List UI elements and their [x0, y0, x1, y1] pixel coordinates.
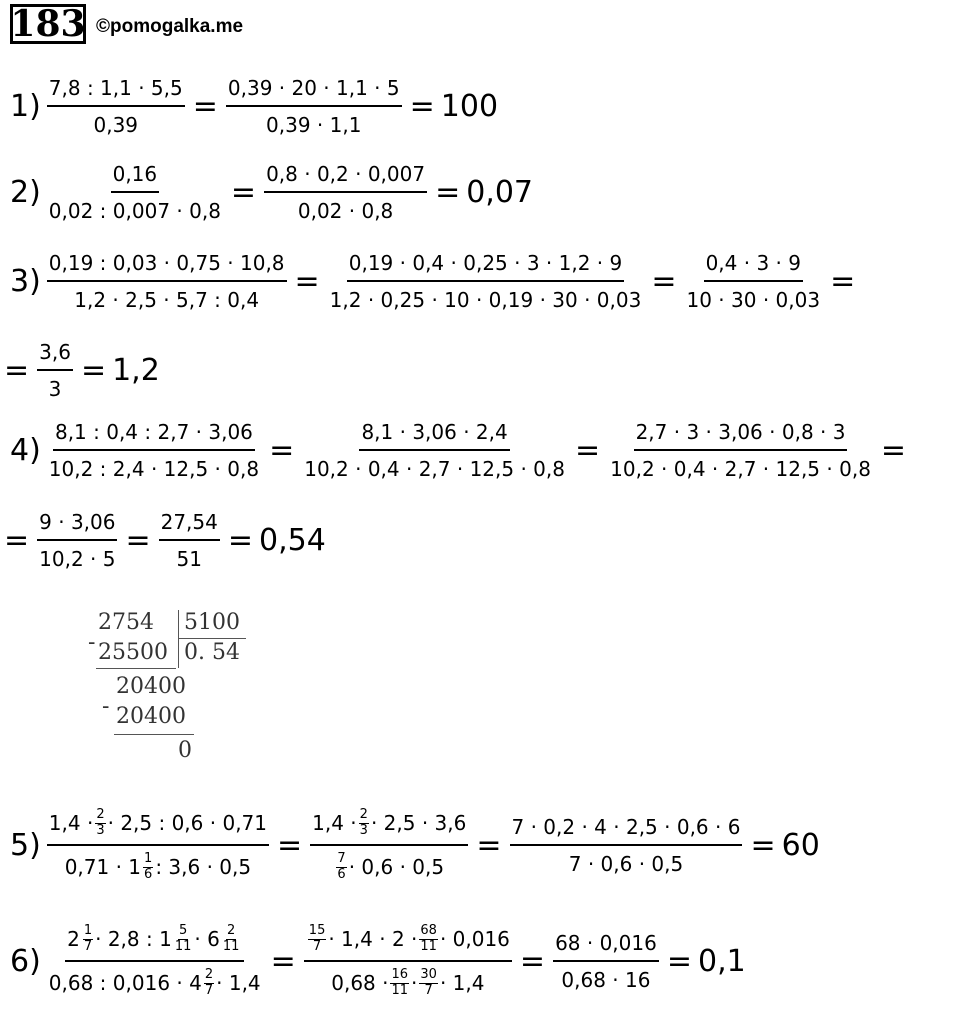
small-fraction: 30 7	[420, 966, 437, 998]
equals-sign: =	[575, 433, 601, 468]
quotient: 0. 54	[184, 640, 240, 665]
fraction: $\frac{9 \cdot 3,06}{10,2 \cdot 5}$	[39, 510, 116, 571]
fraction: $\frac{0,19 : 0,03 \cdot 0,75 \cdot 10,8}{1,2 \cdot 2,5 \cdot 5,7 : 0,4}$	[48, 251, 285, 312]
subtraction-line	[96, 668, 176, 669]
small-fraction: 2 3	[359, 807, 368, 838]
small-fraction: 15 7	[308, 923, 326, 954]
fraction: $\frac{0,4 \cdot 3 \cdot 9}{10 \cdot 30 \cdot 0,03}$	[686, 251, 821, 312]
small-fraction: 1 6	[144, 850, 153, 882]
minus-sign: -	[88, 630, 96, 655]
problem-label: 4)	[10, 433, 41, 468]
equals-sign: =	[880, 433, 907, 468]
remainder: 0	[178, 738, 192, 763]
small-fraction: 2 11	[222, 923, 240, 954]
long-division	[86, 608, 266, 768]
problem-label: 2)	[10, 175, 41, 210]
problem-1	[10, 76, 498, 137]
problem-4	[10, 420, 912, 481]
equals-sign: =	[227, 523, 254, 558]
problem-label: 5)	[10, 827, 41, 863]
fraction: $\frac{68 \cdot 0,016}{0,68 \cdot 16}$	[555, 930, 657, 992]
task-number-box	[10, 4, 86, 44]
fraction: $\frac{0,19 \cdot 0,4 \cdot 0,25 \cdot 3 \cdot 1,2 \cdot 9}{1,2 \cdot 0,25 \cdot 10 \cdot 0,19 \cdot 30 \cdot 0,03}$	[329, 251, 642, 312]
problem-3	[10, 251, 861, 312]
equals-sign: =	[435, 175, 461, 210]
equals-sign: =	[270, 943, 296, 979]
small-fraction: 16 11	[391, 966, 409, 998]
fraction: 1,4 · 2 3 · 2,5 : 0,6 · 0,71 0,71 · 1 1 6 : 3,6 · 0,5	[48, 807, 267, 882]
problem-3-continued	[4, 340, 160, 401]
minus-sign: -	[102, 694, 110, 719]
small-fraction: 68 11	[420, 923, 437, 954]
fraction: $\frac{8,1 : 0,4 : 2,7 \cdot 3,06}{10,2 : 2,4 \cdot 12,5 \cdot 0,8}$	[48, 420, 260, 481]
subtraction-line	[114, 734, 194, 735]
fraction: $\frac{0,16}{0,02 : 0,007 \cdot 0,8}$	[48, 162, 221, 223]
subtrahend: 20400	[116, 704, 186, 729]
equals-sign: =	[409, 89, 435, 124]
division-bar-horizontal	[178, 638, 246, 639]
small-fraction: 7 6	[337, 850, 346, 882]
fraction: $\frac{0,39 \cdot 20 \cdot 1,1 \cdot 5}{0,39 \cdot 1,1}$	[227, 76, 400, 137]
equals-sign: =	[4, 353, 30, 388]
small-fraction: 2 7	[204, 966, 214, 998]
equals-sign: =	[830, 264, 856, 299]
small-fraction: 5 11	[174, 923, 192, 954]
dividend: 2754	[98, 610, 154, 635]
fraction: $\frac{7 \cdot 0,2 \cdot 4 \cdot 2,5 \cdot 0,6 \cdot 6}{7 \cdot 0,6 \cdot 0,5}$	[511, 814, 741, 876]
watermark: ©pomogalka.me	[96, 16, 244, 37]
problem-5	[10, 808, 820, 883]
division-bar-vertical	[178, 610, 179, 668]
result: 0,54	[259, 523, 326, 558]
equals-sign: =	[294, 264, 320, 299]
divisor: 5100	[184, 610, 240, 635]
small-fraction: 2 3	[96, 807, 105, 838]
problem-2	[10, 162, 533, 223]
equals-sign: =	[277, 827, 303, 863]
equals-sign: =	[269, 433, 295, 468]
fraction: $\frac{3,6}{3}$	[39, 340, 71, 401]
equals-sign: =	[750, 827, 776, 863]
problem-label: 3)	[10, 264, 41, 299]
equals-sign: =	[125, 523, 151, 558]
task-number: 183	[10, 3, 86, 45]
equals-sign: =	[4, 523, 30, 558]
fraction: $\frac{2,7 \cdot 3 \cdot 3,06 \cdot 0,8 \cdot 3}{10,2 \cdot 0,4 \cdot 2,7 \cdot 12,5 \cdot 0,8}$	[610, 420, 871, 481]
equals-sign: =	[666, 943, 692, 979]
equals-sign: =	[476, 827, 502, 863]
problem-6	[10, 924, 746, 999]
remainder: 20400	[116, 674, 186, 699]
equals-sign: =	[651, 264, 677, 299]
fraction: 15 7 · 1,4 · 2 · 68 11 · 0,016 0,68 · 16 11 · 30 7 · 1,4	[304, 924, 512, 999]
fraction: $\frac{27,54}{51}$	[160, 510, 218, 571]
problem-4-continued	[4, 510, 326, 571]
fraction: 1,4 · 2 3 · 2,5 · 3,6 7 6 · 0,6 · 0,5	[312, 807, 467, 882]
subtrahend: 25500	[98, 640, 168, 665]
fraction: $\frac{0,8 \cdot 0,2 \cdot 0,007}{0,02 \cdot 0,8}$	[266, 162, 426, 223]
problem-label: 1)	[10, 89, 41, 124]
equals-sign: =	[192, 89, 218, 124]
fraction: $\frac{7,8 : 1,1 \cdot 5,5}{0,39}$	[48, 76, 183, 137]
result: 0,07	[466, 175, 534, 210]
small-fraction: 1 7	[83, 923, 93, 954]
fraction: 2 1 7 · 2,8 : 1 5 11 · 6 2 11 0,68 : 0,016 · 4 2 7 · 1,4	[48, 923, 261, 998]
equals-sign: =	[230, 175, 257, 210]
result: 100	[440, 89, 499, 124]
fraction: $\frac{8,1 \cdot 3,06 \cdot 2,4}{10,2 \cdot 0,4 \cdot 2,7 \cdot 12,5 \cdot 0,8}$	[304, 420, 565, 481]
equals-sign: =	[80, 353, 107, 388]
result: 1,2	[112, 353, 160, 388]
problem-label: 6)	[10, 943, 41, 979]
result: 60	[781, 827, 820, 863]
result: 0,1	[697, 943, 746, 979]
equals-sign: =	[519, 943, 546, 979]
